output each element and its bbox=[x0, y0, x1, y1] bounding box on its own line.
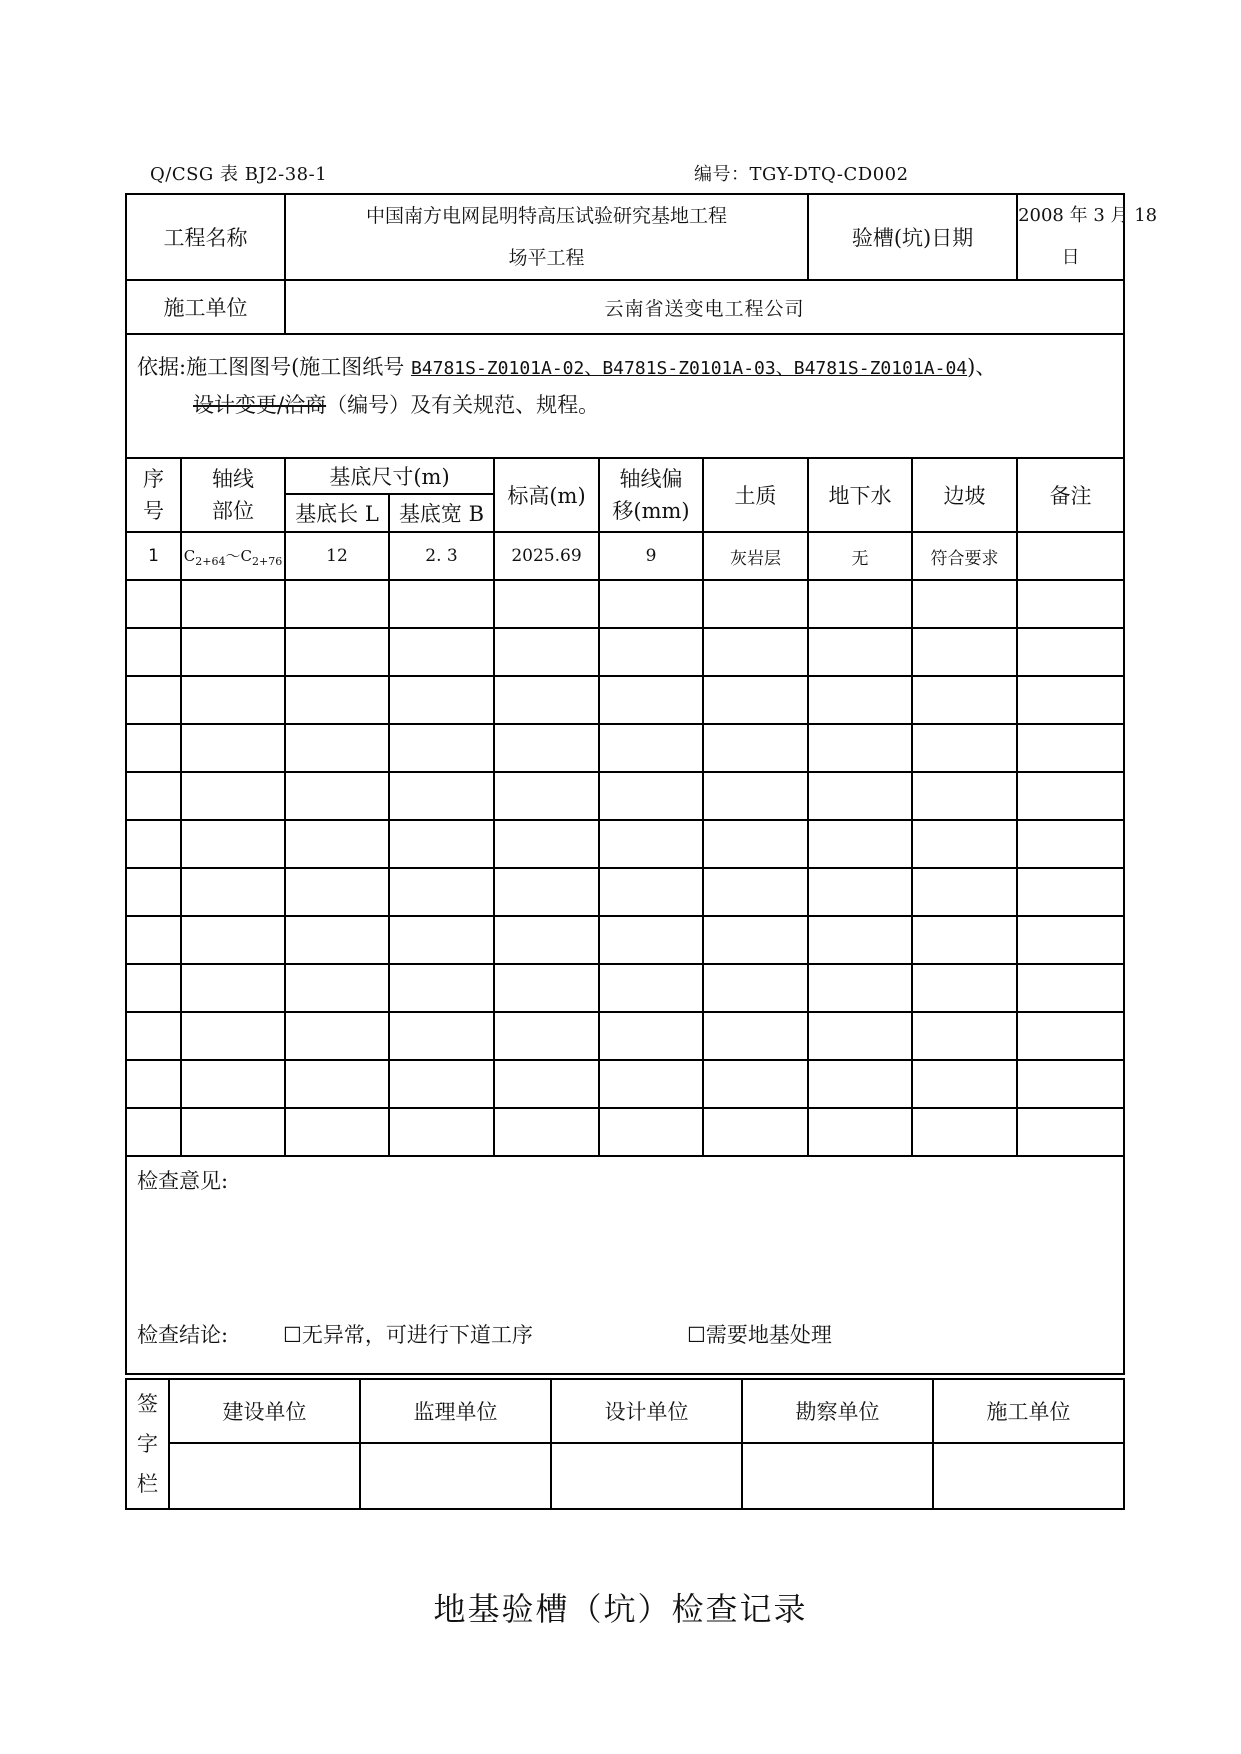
basis-text bbox=[126, 334, 1124, 458]
basis-rest: （编号）及有关规范、规程。 bbox=[326, 393, 600, 417]
col-seq-line2: 号 bbox=[143, 499, 164, 523]
cell-remark bbox=[1017, 532, 1124, 580]
option-no-anomaly-checkbox[interactable]: ☐无异常，可进行下道工序 bbox=[283, 1323, 533, 1347]
signature-label-char: 栏 bbox=[137, 1472, 158, 1496]
axis-sep: ～ bbox=[225, 546, 241, 565]
signature-blank-row bbox=[126, 1443, 1124, 1509]
col-axis-line1: 轴线 bbox=[212, 467, 254, 491]
signature-slot[interactable] bbox=[360, 1443, 551, 1509]
unit-contractor: 施工单位 bbox=[933, 1379, 1124, 1443]
table-row bbox=[126, 916, 1124, 964]
table-row bbox=[126, 724, 1124, 772]
contractor-value: 云南省送变电工程公司 bbox=[285, 280, 1124, 334]
table-row bbox=[126, 676, 1124, 724]
axis-a-sub: 2+64 bbox=[195, 554, 226, 568]
table-row bbox=[126, 820, 1124, 868]
table-row bbox=[126, 772, 1124, 820]
inspection-date-label: 验槽(坑)日期 bbox=[808, 194, 1017, 280]
contractor-row bbox=[126, 280, 1124, 334]
inspection-date-line2: 日 bbox=[1061, 247, 1080, 268]
unit-designer: 设计单位 bbox=[551, 1379, 742, 1443]
contractor-label: 施工单位 bbox=[126, 280, 285, 334]
col-slope: 边坡 bbox=[912, 458, 1017, 532]
document-number: 编号：TGY-DTQ-CD002 bbox=[694, 164, 909, 185]
axis-b: C bbox=[240, 546, 252, 565]
col-axis-line2: 部位 bbox=[212, 499, 254, 523]
col-groundwater: 地下水 bbox=[808, 458, 912, 532]
conclusion-label: 检查结论: bbox=[137, 1323, 229, 1347]
signature-slot[interactable] bbox=[551, 1443, 742, 1509]
col-offset-line1: 轴线偏 bbox=[619, 467, 683, 491]
cell-length: 12 bbox=[285, 532, 389, 580]
project-name-label: 工程名称 bbox=[126, 194, 285, 280]
form-code: Q/CSG 表 BJ2-38-1 bbox=[150, 164, 328, 185]
inspection-date-line1: 2008 年 3 月 18 bbox=[1018, 205, 1158, 226]
signature-table bbox=[125, 1378, 1125, 1510]
col-offset-line2: 移(mm) bbox=[612, 499, 690, 523]
table-row bbox=[126, 964, 1124, 1012]
col-remark: 备注 bbox=[1017, 458, 1124, 532]
inspection-opinion-cell bbox=[126, 1156, 1124, 1374]
cell-axis bbox=[181, 532, 285, 580]
signature-slot[interactable] bbox=[742, 1443, 933, 1509]
signature-slot[interactable] bbox=[933, 1443, 1124, 1509]
col-offset bbox=[599, 458, 703, 532]
opinion-label: 检查意见: bbox=[137, 1169, 229, 1193]
signature-label bbox=[126, 1379, 169, 1509]
unit-surveyor: 勘察单位 bbox=[742, 1379, 933, 1443]
cell-elevation: 2025.69 bbox=[494, 532, 599, 580]
unit-owner: 建设单位 bbox=[169, 1379, 360, 1443]
option-needs-treatment-checkbox[interactable]: ☐需要地基处理 bbox=[687, 1323, 832, 1347]
basis-drawings: B4781S-Z0101A-02、B4781S-Z0101A-03、B4781S-Z0101A-04 bbox=[410, 358, 968, 379]
signature-slot[interactable] bbox=[169, 1443, 360, 1509]
inspection-opinion-row bbox=[126, 1156, 1124, 1374]
project-name-line1: 中国南方电网昆明特高压试验研究基地工程 bbox=[366, 205, 728, 227]
cell-soil: 灰岩层 bbox=[703, 532, 808, 580]
table-row bbox=[126, 628, 1124, 676]
basis-prefix: 依据:施工图图号(施工图纸号 bbox=[137, 355, 411, 379]
project-name-value bbox=[285, 194, 808, 280]
col-axis bbox=[181, 458, 285, 532]
column-header-row-1 bbox=[126, 458, 1124, 494]
unit-supervisor: 监理单位 bbox=[360, 1379, 551, 1443]
col-elevation: 标高(m) bbox=[494, 458, 599, 532]
cell-slope: 符合要求 bbox=[912, 532, 1017, 580]
col-seq-line1: 序 bbox=[143, 467, 164, 491]
table-row bbox=[126, 1108, 1124, 1156]
inspection-date-value bbox=[1017, 194, 1158, 280]
table-row bbox=[126, 580, 1124, 628]
cell-seq: 1 bbox=[126, 532, 181, 580]
basis-struck-text: 设计变更/洽商 bbox=[193, 393, 327, 417]
table-row bbox=[126, 532, 1124, 580]
axis-a: C bbox=[183, 546, 196, 565]
page-title: 地基验槽（坑）检查记录 bbox=[433, 1590, 808, 1628]
cell-width: 2. 3 bbox=[389, 532, 494, 580]
basis-row bbox=[126, 334, 1124, 458]
col-width: 基底宽 B bbox=[389, 494, 494, 532]
axis-b-sub: 2+76 bbox=[251, 554, 283, 568]
table-row bbox=[126, 868, 1124, 916]
signature-label-char: 字 bbox=[137, 1432, 158, 1456]
cell-offset: 9 bbox=[599, 532, 703, 580]
table-row bbox=[126, 1012, 1124, 1060]
signature-header-row bbox=[126, 1379, 1124, 1443]
basis-suffix: )、 bbox=[967, 355, 997, 379]
col-base-size: 基底尺寸(m) bbox=[285, 458, 494, 494]
project-row bbox=[126, 194, 1124, 280]
inspection-table bbox=[125, 193, 1158, 1375]
col-seq bbox=[126, 458, 181, 532]
col-soil: 土质 bbox=[703, 458, 808, 532]
project-name-line2: 场平工程 bbox=[508, 247, 585, 269]
table-row bbox=[126, 1060, 1124, 1108]
col-length: 基底长 L bbox=[285, 494, 389, 532]
cell-groundwater: 无 bbox=[808, 532, 912, 580]
signature-label-char: 签 bbox=[137, 1392, 158, 1416]
